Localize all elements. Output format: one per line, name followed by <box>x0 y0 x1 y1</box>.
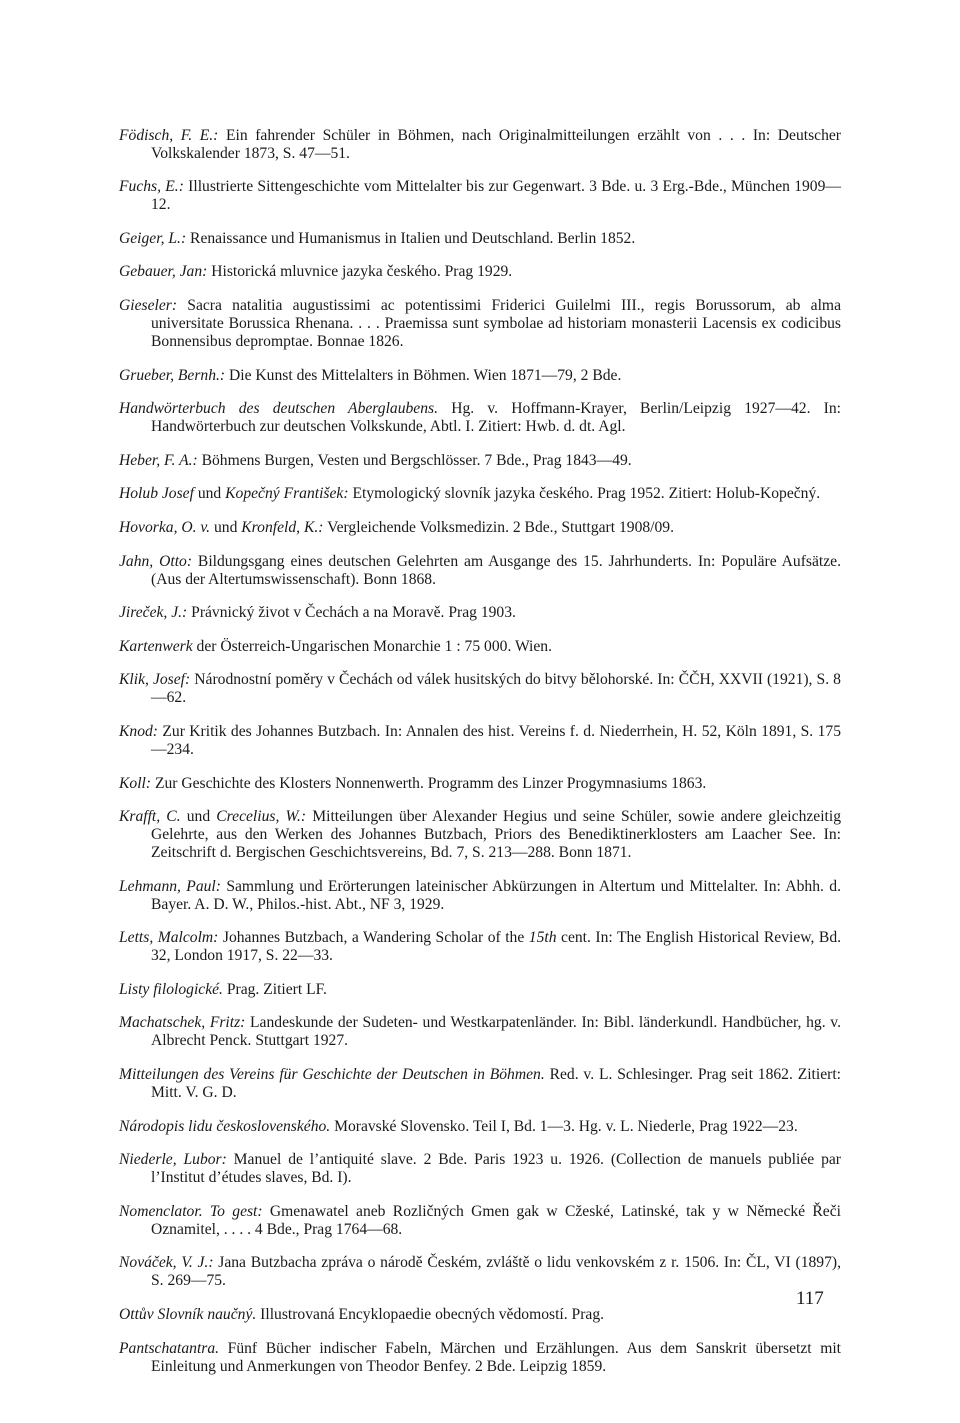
entry-author: Gebauer, Jan: <box>119 263 208 281</box>
entry-author: Knod: <box>119 722 158 740</box>
bibliography-entry <box>119 230 841 248</box>
bibliography-entry <box>119 1340 841 1376</box>
entry-text-2: Mitteilungen über Alexander Hegius und seine Schüler, sowie andere gleichzeitig Gelehrte, aus den Werken des Johannes Butzbach, Priors des Benediktinerklosters am Laacher See. In: Zeitschrift d. Bergischen Geschichtsvereins, Bd. 7, S. 213—288. Bonn 1871. <box>151 808 841 862</box>
bibliography-entry <box>119 1203 841 1239</box>
entry-text: Manuel de l’antiquité slave. 2 Bde. Paris 1923 u. 1926. (Collection de manuels publiée par l’Institut d’études slaves, Bd. I). <box>151 1151 841 1187</box>
entry-author: Holub Josef <box>119 485 194 503</box>
bibliography-entry <box>119 1306 841 1324</box>
bibliography-entry <box>119 127 841 163</box>
entry-text: Fünf Bücher indischer Fabeln, Märchen und Erzählungen. Aus dem Sanskrit übersetzt mit Einleitung und Anmerkungen von Theodor Benfey. 2 Bde. Leipzig 1859. <box>151 1339 841 1375</box>
entry-text: der Österreich-Ungarischen Monarchie 1 : 75 000. Wien. <box>192 637 552 655</box>
entry-author: Národopis lidu československého. <box>119 1117 331 1135</box>
entry-text: Jana Butzbacha zpráva o národě Českém, zvláště o lidu venkovském z r. 1506. In: ČL, VI (1897), S. 269—75. <box>151 1254 841 1290</box>
entry-text: Ein fahrender Schüler in Böhmen, nach Originalmitteilungen erzählt von . . . In: Deutscher Volkskalender 1873, S. 47—51. <box>151 126 841 162</box>
bibliography-entry <box>119 1066 841 1102</box>
entry-text: und <box>180 808 217 826</box>
page-number: 117 <box>796 1288 824 1309</box>
entry-author: Listy filologické. <box>119 980 223 998</box>
entry-text: Sammlung und Erörterungen lateinischer Abkürzungen in Altertum und Mittelalter. In: Abhh. d. Bayer. A. D. W., Philos.-hist. Abt., NF 3, 1929. <box>151 877 841 913</box>
entry-author-2: Kronfeld, K.: <box>241 518 324 536</box>
entry-author: Gieseler: <box>119 296 178 314</box>
entry-author: Jahn, Otto: <box>119 552 193 570</box>
bibliography-entry <box>119 297 841 351</box>
bibliography-entry <box>119 178 841 214</box>
bibliography-entry <box>119 981 841 999</box>
entry-author: Grueber, Bernh.: <box>119 366 226 384</box>
bibliography-entry <box>119 367 841 385</box>
entry-author: Nováček, V. J.: <box>119 1254 214 1272</box>
entry-author: Fuchs, E.: <box>119 178 184 196</box>
entry-text: Gmenawatel aneb Rozličných Gmen gak w Cžeské, Latinské, tak y w Německé Řeči Oznamitel, . . . . 4 Bde., Prag 1764—68. <box>151 1202 841 1238</box>
entry-author: Födisch, F. E.: <box>119 126 219 144</box>
entry-text-2: Vergleichende Volksmedizin. 2 Bde., Stuttgart 1908/09. <box>323 518 674 536</box>
entry-text-2: Etymologický slovník jazyka českého. Prag 1952. Zitiert: Holub-Kopečný. <box>348 485 821 503</box>
entry-author: Lehmann, Paul: <box>119 877 221 895</box>
entry-author: Niederle, Lubor: <box>119 1151 227 1169</box>
entry-text: Hg. v. Hoffmann-Krayer, Berlin/Leipzig 1927—42. In: Handwörterbuch zur deutschen Volkskunde, Abtl. I. Zitiert: Hwb. d. dt. Agl. <box>151 400 842 436</box>
entry-author: Krafft, C. <box>119 808 181 826</box>
bibliography-entry <box>119 263 841 281</box>
bibliography-entry <box>119 878 841 914</box>
entry-text: Renaissance und Humanismus in Italien und Deutschland. Berlin 1852. <box>186 229 636 247</box>
entry-author: Letts, Malcolm: <box>119 929 219 947</box>
entry-author: Heber, F. A.: <box>119 451 198 469</box>
bibliography-entry <box>119 452 841 470</box>
entry-text: Johannes Butzbach, a Wandering Scholar of the <box>218 929 529 947</box>
entry-author: Nomenclator. To gest: <box>119 1202 263 1220</box>
entry-author-2: Crecelius, W.: <box>216 808 307 826</box>
entry-text: Zur Geschichte des Klosters Nonnenwerth. Programm des Linzer Progymnasiums 1863. <box>151 774 707 792</box>
entry-author: Klik, Josef: <box>119 671 191 689</box>
bibliography-list <box>119 111 841 1380</box>
bibliography-entry <box>119 671 841 707</box>
entry-text: Prag. Zitiert LF. <box>222 980 327 998</box>
entry-author: Pantschatantra. <box>119 1339 220 1357</box>
bibliography-entry <box>119 723 841 759</box>
entry-text: und <box>210 518 242 536</box>
entry-text: Právnický život v Čechách a na Moravě. Prag 1903. <box>187 604 516 622</box>
bibliography-entry <box>119 808 841 862</box>
bibliography-entry <box>119 519 841 537</box>
entry-author-2: Kopečný František: <box>225 485 349 503</box>
entry-text: Národnostní poměry v Čechách od válek husitských do bitvy bělohorské. In: ČČH, XXVII (1921), S. 8—62. <box>151 671 841 707</box>
entry-text: Zur Kritik des Johannes Butzbach. In: Annalen des hist. Vereins f. d. Niederrhein, H. 52, Köln 1891, S. 175—234. <box>151 722 841 758</box>
bibliography-entry <box>119 1014 841 1050</box>
bibliography-entry <box>119 638 841 656</box>
entry-text: und <box>193 485 226 503</box>
entry-text: Illustrierte Sittengeschichte vom Mittelalter bis zur Gegenwart. 3 Bde. u. 3 Erg.-Bde., München 1909—12. <box>151 178 841 214</box>
bibliography-entry <box>119 929 841 965</box>
bibliography-entry <box>119 1254 841 1290</box>
bibliography-entry <box>119 604 841 622</box>
bibliography-entry <box>119 485 841 503</box>
entry-text: Illustrovaná Encyklopaedie obecných vědomostí. Prag. <box>256 1306 605 1324</box>
bibliography-entry <box>119 400 841 436</box>
entry-text: Die Kunst des Mittelalters in Böhmen. Wien 1871—79, 2 Bde. <box>225 366 622 384</box>
entry-author: Koll: <box>119 774 152 792</box>
entry-text: Moravské Slovensko. Teil I, Bd. 1—3. Hg. v. L. Niederle, Prag 1922—23. <box>330 1117 798 1135</box>
entry-author: Hovorka, O. v. <box>119 518 211 536</box>
entry-author: Ottův Slovník naučný. <box>119 1306 257 1324</box>
entry-italic-ordinal: 15th <box>528 929 557 947</box>
entry-text: Landeskunde der Sudeten- und Westkarpatenländer. In: Bibl. länderkundl. Handbücher, hg. v. Albrecht Penck. Stuttgart 1927. <box>151 1014 841 1050</box>
entry-author: Handwörterbuch des deutschen Aberglaubens. <box>119 400 438 418</box>
entry-author: Geiger, L.: <box>119 229 187 247</box>
entry-text: Red. v. L. Schlesinger. Prag seit 1862. Zitiert: Mitt. V. G. D. <box>151 1066 842 1102</box>
bibliography-entry <box>119 1151 841 1187</box>
entry-author: Mitteilungen des Vereins für Geschichte der Deutschen in Böhmen. <box>119 1066 545 1084</box>
entry-author: Machatschek, Fritz: <box>119 1014 246 1032</box>
entry-text: Historická mluvnice jazyka českého. Prag 1929. <box>207 263 513 281</box>
entry-text-2: cent. In: The English Historical Review, Bd. 32, London 1917, S. 22—33. <box>151 929 842 965</box>
entry-author: Jireček, J.: <box>119 604 188 622</box>
entry-text: Sacra natalitia augustissimi ac potentissimi Friderici Guilelmi III., regis Borussorum, ab alma universitate Borussica Rhenana. . . . Praemissa sunt symbolae ad historiam monasterii Lacensis ex codicibus Bonnensibus depromptae. Bonnae 1826. <box>151 296 841 350</box>
entry-author: Kartenwerk <box>119 637 193 655</box>
entry-text: Bildungsgang eines deutschen Gelehrten am Ausgange des 15. Jahrhunderts. In: Populäre Aufsätze. (Aus der Altertumswissenschaft). Bonn 1868. <box>151 552 841 588</box>
entry-text: Böhmens Burgen, Vesten und Bergschlösser. 7 Bde., Prag 1843—49. <box>197 451 632 469</box>
bibliography-entry <box>119 775 841 793</box>
bibliography-entry <box>119 1118 841 1136</box>
bibliography-entry <box>119 553 841 589</box>
